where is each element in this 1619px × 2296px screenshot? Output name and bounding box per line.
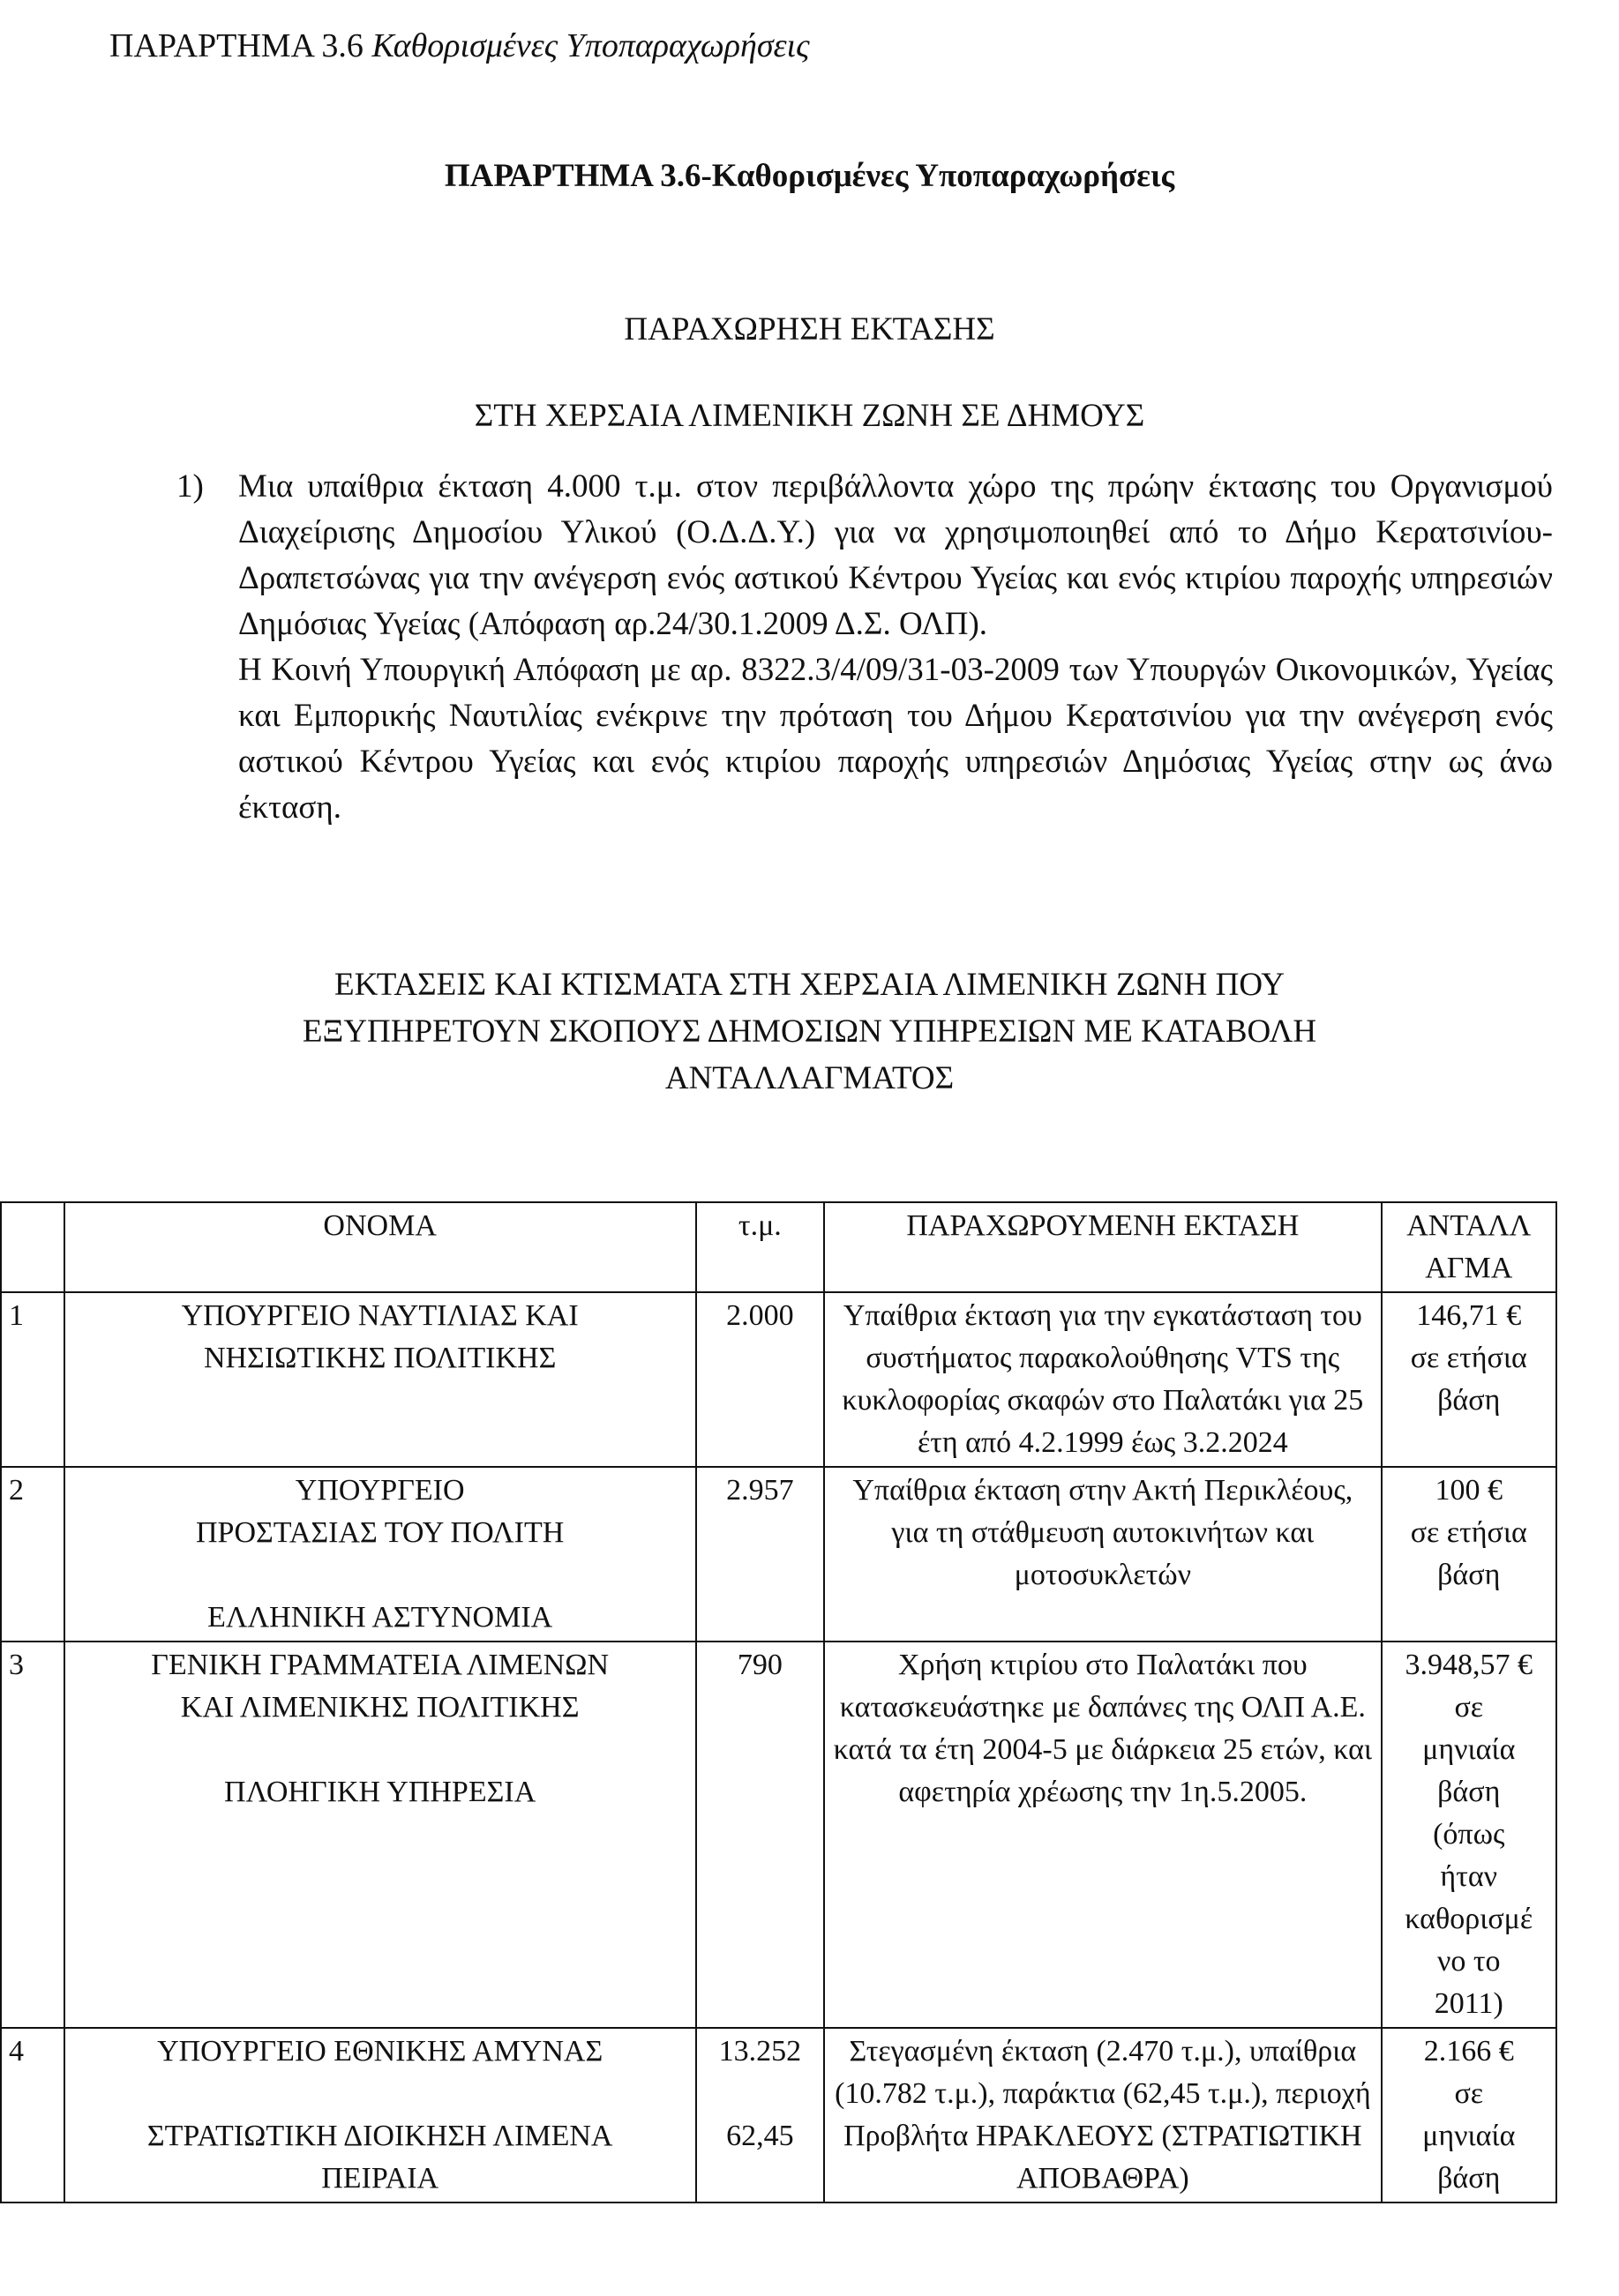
section-heading-line-2: ΣΤΗ ΧΕΡΣΑΙΑ ΛΙΜΕΝΙΚΗ ΖΩΝΗ ΣΕ ΔΗΜΟΥΣ xyxy=(474,398,1145,434)
table-row xyxy=(1,2028,1556,2203)
table-heading-line-3: ΑΝΤΑΛΛΑΓΜΑΤΟΣ xyxy=(664,1060,955,1096)
cell-fee: 2.166 € σε μηνιαία βάση xyxy=(1382,2028,1557,2203)
cell-description: Χρήση κτιρίου στο Παλατάκι που κατασκευάστηκε με δαπάνες της ΟΛΠ Α.Ε. κατά τα έτη 2004-5 με διάρκεια 25 ετών, και αφετηρία χρέωσης την 1η.5.2005. xyxy=(824,1642,1381,2028)
cell-area: 13.252 62,45 xyxy=(696,2028,825,2203)
table-header-row xyxy=(1,1202,1556,1292)
cell-name: ΓΕΝΙΚΗ ΓΡΑΜΜΑΤΕΙΑ ΛΙΜΕΝΩΝ ΚΑΙ ΛΙΜΕΝΙΚΗΣ ΠΟΛΙΤΙΚΗΣ ΠΛΟΗΓΙΚΗ ΥΠΗΡΕΣΙΑ xyxy=(64,1642,696,2028)
header-num xyxy=(1,1202,64,1292)
cell-num: 3 xyxy=(1,1642,64,2028)
table-row xyxy=(1,1292,1556,1467)
table-row xyxy=(1,1642,1556,2028)
table-heading-line-2: ΕΞΥΠΗΡΕΤΟΥΝ ΣΚΟΠΟΥΣ ΔΗΜΟΣΙΩΝ ΥΠΗΡΕΣΙΩΝ ΜΕ ΚΑΤΑΒΟΛΗ xyxy=(302,1013,1317,1050)
cell-description: Υπαίθρια έκταση για την εγκατάσταση του συστήματος παρακολούθησης VTS της κυκλοφορίας σκαφών στο Παλατάκι για 25 έτη από 4.2.1999 έως 3.2.2024 xyxy=(824,1292,1381,1467)
concessions-table xyxy=(0,1201,1557,2203)
cell-fee: 100 € σε ετήσια βάση xyxy=(1382,1467,1557,1642)
running-header xyxy=(109,26,810,65)
header-description: ΠΑΡΑΧΩΡΟΥΜΕΝΗ ΕΚΤΑΣΗ xyxy=(824,1202,1381,1292)
cell-description: Υπαίθρια έκταση στην Ακτή Περικλέους, για τη στάθμευση αυτοκινήτων και μοτοσυκλετών xyxy=(824,1467,1381,1642)
running-header-title: Καθορισμένες Υποπαραχωρήσεις xyxy=(371,27,810,64)
cell-description: Στεγασμένη έκταση (2.470 τ.μ.), υπαίθρια (10.782 τ.μ.), παράκτια (62,45 τ.μ.), περιοχή Προβλήτα ΗΡΑΚΛΕΟΥΣ (ΣΤΡΑΤΙΩΤΙΚΗ ΑΠΟΒΑΘΡΑ) xyxy=(824,2028,1381,2203)
table-heading-line-1: ΕΚΤΑΣΕΙΣ ΚΑΙ ΚΤΙΣΜΑΤΑ ΣΤΗ ΧΕΡΣΑΙΑ ΛΙΜΕΝΙΚΗ ΖΩΝΗ ΠΟΥ xyxy=(334,967,1285,1003)
cell-fee: 3.948,57 € σε μηνιαία βάση (όπως ήταν καθορισμέ νο το 2011) xyxy=(1382,1642,1557,2028)
cell-fee: 146,71 € σε ετήσια βάση xyxy=(1382,1292,1557,1467)
header-area: τ.μ. xyxy=(696,1202,825,1292)
cell-num: 1 xyxy=(1,1292,64,1467)
page-title: ΠΑΡΑΡΤΗΜΑ 3.6-Καθορισμένες Υποπαραχωρήσεις xyxy=(444,158,1175,194)
cell-name: ΥΠΟΥΡΓΕΙΟ ΠΡΟΣΤΑΣΙΑΣ ΤΟΥ ΠΟΛΙΤΗ ΕΛΛΗΝΙΚΗ ΑΣΤΥΝΟΜΙΑ xyxy=(64,1467,696,1642)
section-heading-line-1: ΠΑΡΑΧΩΡΗΣΗ ΕΚΤΑΣΗΣ xyxy=(624,311,995,348)
list-item-paragraph-1: Μια υπαίθρια έκταση 4.000 τ.μ. στον περιβάλλοντα χώρο της πρώην έκτασης του Οργανισμού Διαχείρισης Δημοσίου Υλικού (Ο.Δ.Δ.Υ.) για να χρησιμοποιηθεί από το Δήμο Κερατσινίου-Δραπετσώνας για την ανέγερση ενός αστικού Κέντρου Υγείας και ενός κτιρίου παροχής υπηρεσιών Δημόσιας Υγείας (Απόφαση αρ.24/30.1.2009 Δ.Σ. ΟΛΠ). xyxy=(238,468,1553,642)
cell-area: 790 xyxy=(696,1642,825,2028)
cell-area: 2.957 xyxy=(696,1467,825,1642)
header-name: ΟΝΟΜΑ xyxy=(64,1202,696,1292)
table-heading xyxy=(0,961,1619,1102)
list-item-number: 1) xyxy=(176,468,204,505)
cell-name: ΥΠΟΥΡΓΕΙΟ ΝΑΥΤΙΛΙΑΣ ΚΑΙ ΝΗΣΙΩΤΙΚΗΣ ΠΟΛΙΤΙΚΗΣ xyxy=(64,1292,696,1467)
cell-num: 2 xyxy=(1,1467,64,1642)
cell-name: ΥΠΟΥΡΓΕΙΟ ΕΘΝΙΚΗΣ ΑΜΥΝΑΣ ΣΤΡΑΤΙΩΤΙΚΗ ΔΙΟΙΚΗΣΗ ΛΙΜΕΝΑ ΠΕΙΡΑΙΑ xyxy=(64,2028,696,2203)
cell-num: 4 xyxy=(1,2028,64,2203)
running-header-prefix: ΠΑΡΑΡΤΗΜΑ 3.6 xyxy=(109,27,364,64)
header-fee: ΑΝΤΑΛΛ ΑΓΜΑ xyxy=(1382,1202,1557,1292)
cell-area: 2.000 xyxy=(696,1292,825,1467)
list-item-1 xyxy=(176,464,1553,831)
table-row xyxy=(1,1467,1556,1642)
list-item-paragraph-2: Η Κοινή Υπουργική Απόφαση με αρ. 8322.3/4/09/31-03-2009 των Υπουργών Οικονομικών, Υγείας και Εμπορικής Ναυτιλίας ενέκρινε την πρόταση του Δήμου Κερατσινίου για την ανέγερση ενός αστικού Κέντρου Υγείας και ενός κτιρίου παροχής υπηρεσιών Δημόσιας Υγείας στην ως άνω έκταση. xyxy=(238,652,1553,826)
